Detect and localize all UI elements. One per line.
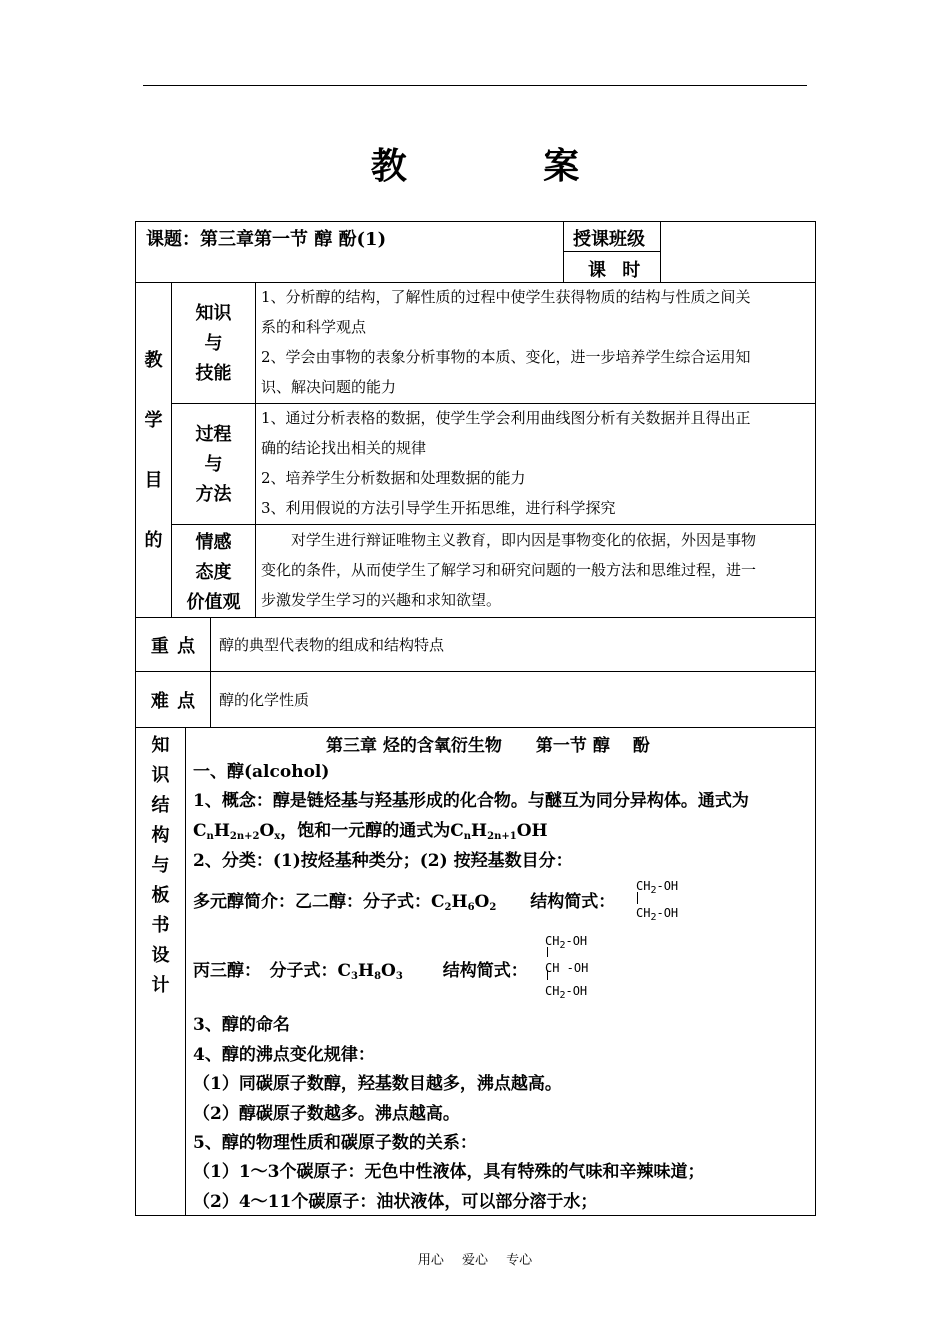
difficulty-text: 醇的化学性质 [219, 691, 310, 709]
emotion-line: 步激发学生学习的兴趣和求知欲望。 [261, 591, 502, 609]
design-side-label: 构 [151, 825, 170, 846]
knowledge-label-3: 技能 [195, 363, 232, 384]
phys-line-2: （2）4～11个碳原子：油状液体，可以部分溶于水； [193, 1192, 598, 1212]
knowledge-label-1: 知识 [195, 303, 232, 324]
objectives-side-label-4: 的 [144, 530, 163, 551]
bp-line-1: （1）同碳原子数醇，羟基数目越多，沸点越高。 [193, 1074, 562, 1094]
glycol-bond [637, 892, 638, 904]
naming-line: 3、醇的命名 [193, 1015, 290, 1035]
bp-title: 4、醇的沸点变化规律： [193, 1045, 375, 1065]
design-heading: 第三章 烃的含氧衍生物 第一节 醇 酚 [326, 736, 650, 756]
emotion-line: 对学生进行辩证唯物主义教育，即内因是事物变化的依据，外因是事物 [291, 531, 757, 549]
objectives-side-cell [135, 282, 172, 618]
knowledge-line: 2、学会由事物的表象分析事物的本质、变化，进一步培养学生综合运用知 [261, 348, 751, 366]
glycol-structure: $CH_2-OH$ $CH_2-OH$ [636, 879, 679, 923]
glycerol-bond-2 [547, 970, 548, 980]
emotion-label-3: 价值观 [186, 592, 241, 613]
design-side-label: 识 [151, 765, 170, 786]
key-point-label: 重 点 [150, 636, 196, 657]
concept-line-1: 1、概念：醇是链烃基与羟基形成的化合物。与醚互为同分异构体。通式为 [193, 791, 749, 811]
phys-line-1: （1）1～3个碳原子：无色中性液体，具有特殊的气味和辛辣味道； [193, 1162, 705, 1182]
design-side-label: 知 [151, 735, 170, 756]
classify-line: 2、分类：(1)按烃基种类分；(2) 按羟基数目分： [193, 851, 573, 871]
design-side-label: 计 [151, 975, 170, 996]
glycerol-line: 丙三醇： 分子式：$C_3H_8O_3$ 结构简式： [193, 961, 528, 982]
topic: 课题：第三章第一节 醇 酚(1) [146, 229, 387, 250]
top-rule [143, 85, 807, 86]
process-line: 3、利用假说的方法引导学生开拓思维，进行科学探究 [261, 499, 616, 517]
key-point-text: 醇的典型代表物的组成和结构特点 [219, 636, 445, 654]
hours-label: 课 时 [588, 260, 641, 281]
concept-line-2: $C_nH_{2n+2}O_x$，饱和一元醇的通式为$C_nH_{2n+1}OH$ [193, 821, 548, 842]
design-side-label: 设 [151, 945, 170, 966]
class-label: 授课班级 [573, 229, 645, 250]
emotion-label-1: 情感 [195, 532, 232, 553]
process-line: 确的结论找出相关的规律 [261, 439, 427, 457]
design-side-label: 结 [151, 795, 170, 816]
objectives-side-label-2: 学 [144, 410, 163, 431]
emotion-line: 变化的条件，从而使学生了解学习和研究问题的一般方法和思维过程，进一 [261, 561, 757, 579]
process-label-2: 与 [204, 454, 223, 475]
design-side-label: 书 [151, 915, 170, 936]
design-side-label: 与 [151, 855, 170, 876]
knowledge-line: 1、分析醇的结构，了解性质的过程中使学生获得物质的结构与性质之间关 [261, 288, 751, 306]
difficulty-label: 难 点 [150, 691, 196, 712]
objectives-side-label-1: 教 [144, 350, 163, 371]
emotion-label-2: 态度 [195, 562, 232, 583]
phys-title: 5、醇的物理性质和碳原子数的关系： [193, 1133, 477, 1153]
process-label-1: 过程 [195, 424, 232, 445]
glycerol-bond-1 [547, 947, 548, 957]
glycerol-structure: $CH_2-OH$ CH -OH $CH_2-OH$ [545, 934, 589, 1001]
bp-line-2: （2）醇碳原子数越多。沸点越高。 [193, 1104, 460, 1124]
process-line: 1、通过分析表格的数据，使学生学会利用曲线图分析有关数据并且得出正 [261, 409, 751, 427]
knowledge-line: 识、解决问题的能力 [261, 378, 397, 396]
process-line: 2、培养学生分析数据和处理数据的能力 [261, 469, 526, 487]
glycol-line: 多元醇简介：乙二醇：分子式：$C_2H_6O_2$ 结构简式： [193, 892, 616, 913]
footer: 用心 爱心 专心 [417, 1253, 533, 1268]
design-side-label: 板 [151, 885, 170, 906]
process-label-3: 方法 [195, 484, 232, 505]
knowledge-label-2: 与 [204, 333, 223, 354]
objectives-side-label-3: 目 [144, 470, 163, 491]
knowledge-line: 系的和科学观点 [261, 318, 367, 336]
section-alcohol: 一、醇(alcohol) [193, 762, 330, 782]
page-title: 教 案 [370, 146, 642, 187]
